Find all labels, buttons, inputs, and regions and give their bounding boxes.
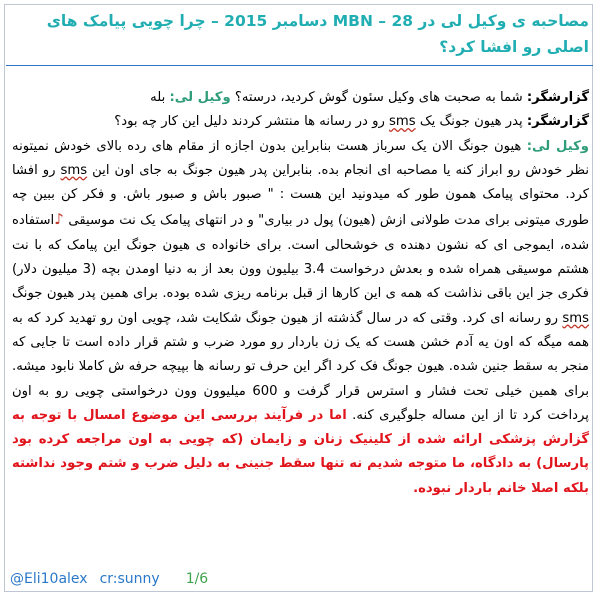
- music-note-icon: ♪: [54, 210, 65, 229]
- interview-body: [12, 86, 589, 501]
- sms-word: sms: [389, 114, 416, 130]
- lawyer-label: وکیل لی:: [169, 90, 231, 105]
- dialogue-line-2: [12, 110, 589, 134]
- answer-part-1: هیون جونگ الان یک سرباز هست بنابراین بدون اجازه از مقام های رده بالای خودش نمیتونه نظر خودش رو ابراز کنه یا مصاحبه ای انجام بده. بنابراین پدر هیون جونگ به جای اون این: [12, 138, 589, 178]
- lawyer-answer: [12, 135, 589, 501]
- reporter-question-1: شما به صحبت های وکیل سئون گوش کردید، درسته؟: [230, 90, 527, 105]
- reporter-question-2-b: رو در رسانه ها منتشر کردند دلیل این کار چه بود؟: [114, 114, 390, 130]
- sms-word: sms: [562, 310, 589, 326]
- answer-part-2: رو افشا کرد. محتوای پیامک همون طور که میدونید این هست : " صبور باش و صبور باش. و فکر کن ببین چه طوری میتونی برای مدت طولانی ازش (هیون) پول در بیاری" و در انتهای پیامک یک نت موسیقی: [12, 162, 589, 229]
- page-number: 1/6: [185, 571, 209, 587]
- translator-handle: @Eli10alex: [10, 571, 88, 587]
- lawyer-reply-1: بله: [150, 90, 170, 105]
- reporter-question-2-a: پدر هیون جونگ یک: [415, 114, 527, 130]
- sms-word: sms: [60, 162, 88, 178]
- credit-text: cr:sunny: [99, 571, 160, 587]
- footer-bar: [10, 568, 208, 590]
- document-title: مصاحبه ی وکیل لی در MBN – 28 دسامبر 2015 – چرا چویی پیامک های اصلی رو افشا کرد؟: [46, 12, 589, 56]
- dialogue-line-1: [12, 86, 589, 110]
- lawyer-label: وکیل لی:: [526, 138, 589, 154]
- answer-part-4: رو رسانه ای کرد. وقتی که در سال گذشته از هیون جونگ شکایت شد، چویی اون رو تهدید کرد که به همه میگه که اون یه آدم خشن هست که یک زن باردار رو مورد ضرب و شتم قرار داده است تا جایی که منجر به سقط جنین شده. هیون جونگ فک کرد اگر این حرف تو رسانه ها بپیچه حرفه ش کاملا نابود میشه. برای همین خیلی تحت فشار و استرس قرار گرفت و 600 میلیوون وون درخواستی چویی رو به اون پرداخت کرد تا از این مساله جلوگیری کنه.: [12, 310, 589, 423]
- highlighted-finding: اما در فرآیند بررسی این موضوع امسال با توجه به گزارش پزشکی ارائه شده از کلینیک زنان و زایمان (که چویی به اون مراجعه کرده بود پارسال) به دادگاه، ما متوجه شدیم نه تنها سقط جنینی به دلیل ضرب و شتم وجود نداشته بلکه اصلا خانم باردار نبوده.: [12, 407, 589, 496]
- title-separator: [6, 65, 593, 66]
- reporter-label: گزارشگر:: [526, 90, 589, 105]
- reporter-label: گزارشگر:: [526, 114, 589, 130]
- answer-part-3: استفاده شده، ایموجی ای که نشون دهنده ی خوشحالی است. برای خانواده ی هیون جونگ این پیامک که با نت هشتم موسیقی همراه شده و بعدش درخواست 3.4 بیلیون وون بعد از به دنیا اومدن بچه (3 میلیون دلار) فکری جز این باقی نذاشت که همه ی این کارها از قبل برنامه ریزی شده بوده. برای همین پدر هیون جونگ: [12, 213, 589, 302]
